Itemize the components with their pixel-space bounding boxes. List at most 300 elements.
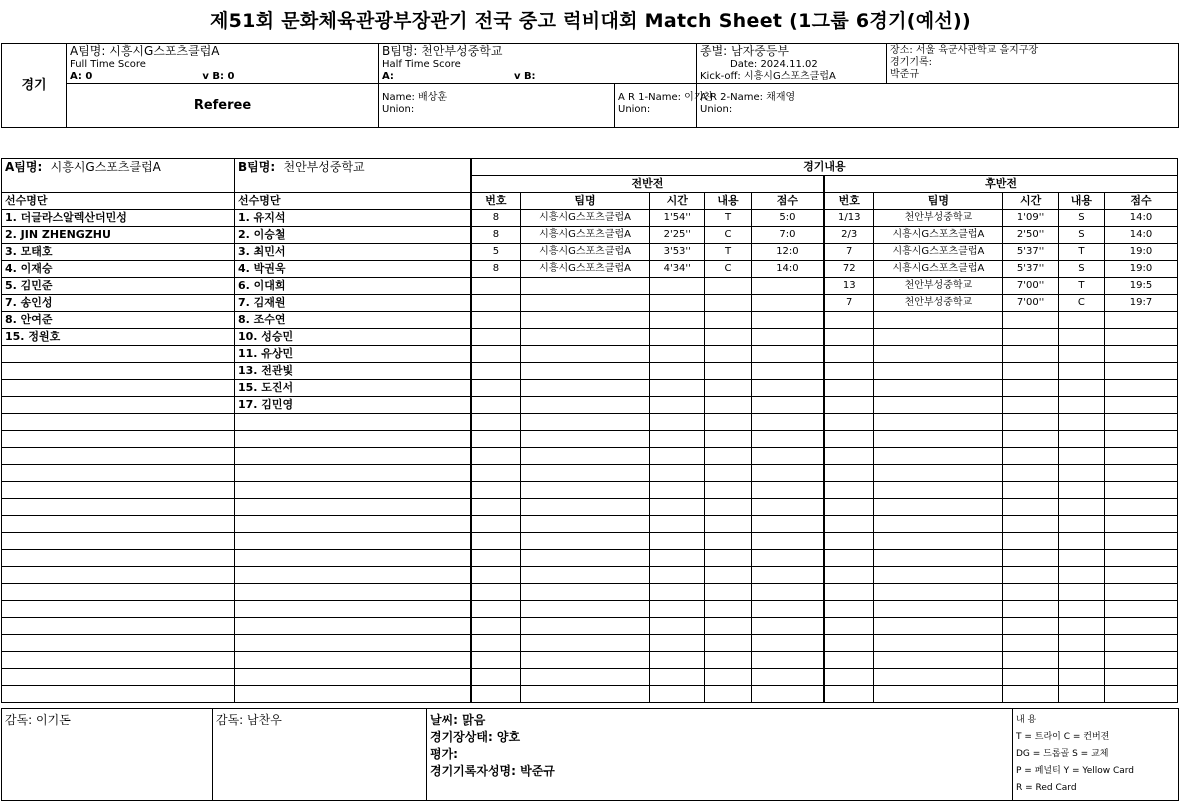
score-cell xyxy=(520,516,649,533)
score-cell xyxy=(650,329,705,346)
player-b xyxy=(234,465,470,482)
team-a-cell: A팀명: 시흥시G스포츠클럽A Full Time Score A: 0 v B: 0 xyxy=(67,44,379,84)
player-b xyxy=(234,482,470,499)
score-cell: 14:0 xyxy=(751,261,824,278)
table-row xyxy=(2,618,1178,635)
score-cell xyxy=(650,397,705,414)
score-cell xyxy=(705,397,751,414)
score-cell: 시흥시G스포츠클럽A xyxy=(874,227,1003,244)
score-cell xyxy=(650,635,705,652)
score-cell xyxy=(824,567,874,584)
score-cell: 7 xyxy=(824,244,874,261)
score-cell xyxy=(471,652,521,669)
score-cell xyxy=(751,550,824,567)
player-b xyxy=(234,448,470,465)
player-a: 8. 안여준 xyxy=(2,312,235,329)
table-row xyxy=(2,244,1178,261)
score-cell xyxy=(705,601,751,618)
player-b: 3. 최민서 xyxy=(234,244,470,261)
score-cell xyxy=(650,431,705,448)
score-cell: 5 xyxy=(471,244,521,261)
score-cell xyxy=(874,482,1003,499)
score-cell: 1'09'' xyxy=(1003,210,1058,227)
score-cell xyxy=(751,601,824,618)
column-header: 내용 xyxy=(1058,193,1104,210)
score-cell xyxy=(705,312,751,329)
score-cell xyxy=(1105,686,1178,703)
player-a xyxy=(2,601,235,618)
player-a xyxy=(2,380,235,397)
score-cell xyxy=(705,448,751,465)
score-cell xyxy=(1105,652,1178,669)
table-row xyxy=(2,346,1178,363)
score-cell xyxy=(1003,482,1058,499)
score-cell xyxy=(650,652,705,669)
score-cell: 3'53'' xyxy=(650,244,705,261)
score-cell xyxy=(705,584,751,601)
score-cell xyxy=(471,329,521,346)
score-cell xyxy=(520,482,649,499)
score-cell xyxy=(520,584,649,601)
score-cell xyxy=(650,669,705,686)
score-cell xyxy=(1003,312,1058,329)
match-header-table xyxy=(1,43,1179,128)
score-cell: 천안부성중학교 xyxy=(874,210,1003,227)
score-cell xyxy=(1105,584,1178,601)
team-b-name: B팀명: 천안부성중학교 xyxy=(234,159,470,193)
player-a xyxy=(2,669,235,686)
player-a xyxy=(2,363,235,380)
score-cell xyxy=(874,499,1003,516)
score-cell xyxy=(874,346,1003,363)
score-cell xyxy=(1003,652,1058,669)
player-b xyxy=(234,618,470,635)
score-cell xyxy=(874,618,1003,635)
score-cell xyxy=(1003,669,1058,686)
score-cell xyxy=(1105,448,1178,465)
score-cell xyxy=(705,533,751,550)
score-cell: 14:0 xyxy=(1105,227,1178,244)
score-cell: 19:7 xyxy=(1105,295,1178,312)
score-cell xyxy=(650,414,705,431)
table-row xyxy=(2,550,1178,567)
score-cell xyxy=(650,346,705,363)
score-cell: 시흥시G스포츠클럽A xyxy=(520,261,649,278)
player-a xyxy=(2,346,235,363)
score-cell: 13 xyxy=(824,278,874,295)
score-cell xyxy=(1058,414,1104,431)
player-a: 15. 정원호 xyxy=(2,329,235,346)
score-cell xyxy=(874,584,1003,601)
match-content-table xyxy=(1,158,1178,703)
score-cell xyxy=(520,635,649,652)
score-cell xyxy=(520,397,649,414)
score-cell xyxy=(471,516,521,533)
team-b-cell: B팀명: 천안부성중학교 Half Time Score A: v B: xyxy=(379,44,697,84)
score-cell xyxy=(751,448,824,465)
table-row xyxy=(2,584,1178,601)
score-cell: C xyxy=(705,227,751,244)
score-cell xyxy=(1058,584,1104,601)
player-a xyxy=(2,584,235,601)
table-row xyxy=(2,448,1178,465)
score-cell xyxy=(874,533,1003,550)
player-b xyxy=(234,550,470,567)
score-cell xyxy=(1058,567,1104,584)
score-cell xyxy=(471,278,521,295)
score-cell xyxy=(874,431,1003,448)
score-cell xyxy=(874,652,1003,669)
score-cell xyxy=(520,567,649,584)
score-cell xyxy=(1058,448,1104,465)
score-cell xyxy=(705,635,751,652)
score-cell xyxy=(874,448,1003,465)
score-cell xyxy=(1058,346,1104,363)
score-cell xyxy=(471,431,521,448)
score-cell xyxy=(520,448,649,465)
score-cell xyxy=(520,431,649,448)
table-row xyxy=(2,414,1178,431)
score-cell xyxy=(1105,516,1178,533)
score-cell xyxy=(874,312,1003,329)
score-cell xyxy=(471,567,521,584)
score-cell xyxy=(751,533,824,550)
score-cell: 19:0 xyxy=(1105,261,1178,278)
player-b: 17. 김민영 xyxy=(234,397,470,414)
score-cell xyxy=(874,397,1003,414)
table-row xyxy=(2,363,1178,380)
score-cell xyxy=(705,618,751,635)
score-cell xyxy=(1058,669,1104,686)
score-cell xyxy=(650,533,705,550)
score-cell xyxy=(650,601,705,618)
score-cell xyxy=(751,516,824,533)
player-b: 2. 이승철 xyxy=(234,227,470,244)
column-header: 시간 xyxy=(650,193,705,210)
score-cell xyxy=(874,669,1003,686)
score-cell xyxy=(751,363,824,380)
score-cell xyxy=(471,618,521,635)
score-cell xyxy=(650,295,705,312)
score-cell xyxy=(705,278,751,295)
player-a xyxy=(2,652,235,669)
score-cell: 5'37'' xyxy=(1003,261,1058,278)
score-cell xyxy=(471,635,521,652)
table-row xyxy=(2,567,1178,584)
score-cell xyxy=(1058,363,1104,380)
score-cell: 8 xyxy=(471,227,521,244)
legend: 내 용 T = 트라이 C = 컨버젼 DG = 드롭골 S = 교체 P = 페널티 Y = Yellow Card R = Red Card xyxy=(1013,709,1179,801)
score-cell xyxy=(874,516,1003,533)
score-cell xyxy=(1003,601,1058,618)
score-cell xyxy=(824,346,874,363)
coach-b: 감독: 남찬우 xyxy=(213,709,427,801)
player-b: 10. 성승민 xyxy=(234,329,470,346)
player-b xyxy=(234,652,470,669)
referee-cell: Name: 배상훈 Union: xyxy=(379,84,615,128)
score-cell xyxy=(471,346,521,363)
table-row xyxy=(2,601,1178,618)
score-cell xyxy=(705,550,751,567)
player-b xyxy=(234,635,470,652)
player-b xyxy=(234,414,470,431)
column-header: 점수 xyxy=(751,193,824,210)
score-cell xyxy=(1003,533,1058,550)
table-row xyxy=(2,431,1178,448)
score-cell xyxy=(1105,329,1178,346)
player-a xyxy=(2,414,235,431)
table-row xyxy=(2,397,1178,414)
column-header: 팀명 xyxy=(520,193,649,210)
score-cell: 7 xyxy=(824,295,874,312)
player-b: 6. 이대희 xyxy=(234,278,470,295)
score-cell xyxy=(520,465,649,482)
table-row xyxy=(2,261,1178,278)
score-cell xyxy=(824,669,874,686)
player-b: 13. 전관빛 xyxy=(234,363,470,380)
score-cell: 2/3 xyxy=(824,227,874,244)
score-cell xyxy=(1105,414,1178,431)
score-cell xyxy=(520,601,649,618)
score-cell xyxy=(1105,482,1178,499)
score-cell xyxy=(751,482,824,499)
score-cell xyxy=(751,431,824,448)
score-cell xyxy=(824,414,874,431)
player-b xyxy=(234,567,470,584)
score-cell: 1'54'' xyxy=(650,210,705,227)
score-cell xyxy=(751,652,824,669)
score-cell: 7'00'' xyxy=(1003,278,1058,295)
score-cell: 7:0 xyxy=(751,227,824,244)
score-cell xyxy=(1003,346,1058,363)
score-cell xyxy=(751,312,824,329)
score-cell xyxy=(520,414,649,431)
player-a xyxy=(2,448,235,465)
score-cell xyxy=(1058,550,1104,567)
score-cell xyxy=(751,380,824,397)
column-header: 번호 xyxy=(824,193,874,210)
player-a xyxy=(2,618,235,635)
column-header: 시간 xyxy=(1003,193,1058,210)
score-cell: T xyxy=(705,210,751,227)
score-cell xyxy=(471,448,521,465)
player-a xyxy=(2,499,235,516)
player-a: 3. 모태호 xyxy=(2,244,235,261)
score-cell xyxy=(1058,533,1104,550)
score-cell xyxy=(471,414,521,431)
score-cell xyxy=(1003,329,1058,346)
score-cell: 5:0 xyxy=(751,210,824,227)
score-cell xyxy=(751,465,824,482)
player-a: 4. 이재승 xyxy=(2,261,235,278)
table-row xyxy=(2,482,1178,499)
player-b xyxy=(234,584,470,601)
column-header: 팀명 xyxy=(874,193,1003,210)
score-cell xyxy=(824,397,874,414)
score-cell xyxy=(650,363,705,380)
score-cell xyxy=(1058,618,1104,635)
table-row xyxy=(2,312,1178,329)
score-cell xyxy=(874,635,1003,652)
score-cell: S xyxy=(1058,261,1104,278)
player-a xyxy=(2,465,235,482)
score-cell xyxy=(1058,329,1104,346)
player-a xyxy=(2,686,235,703)
venue-cell: 장소: 서울 육군사관학교 을지구장 경기기록: 박준규 xyxy=(887,44,1179,84)
score-cell xyxy=(471,686,521,703)
table-row xyxy=(2,516,1178,533)
score-cell xyxy=(1003,584,1058,601)
score-cell: 천안부성중학교 xyxy=(874,295,1003,312)
score-cell xyxy=(824,431,874,448)
score-cell xyxy=(520,533,649,550)
score-cell xyxy=(824,380,874,397)
score-cell xyxy=(705,499,751,516)
score-cell: 19:5 xyxy=(1105,278,1178,295)
score-cell xyxy=(1003,414,1058,431)
score-cell xyxy=(705,346,751,363)
category-cell: 종별: 남자중등부 Date: 2024.11.02 Kick-off: 시흥시G스포츠클럽A xyxy=(697,44,887,84)
table-row xyxy=(2,669,1178,686)
score-cell xyxy=(650,567,705,584)
game-label: 경기 xyxy=(2,44,67,128)
table-row xyxy=(2,652,1178,669)
score-cell xyxy=(1105,533,1178,550)
score-cell xyxy=(471,550,521,567)
score-cell xyxy=(471,380,521,397)
player-b: 11. 유상민 xyxy=(234,346,470,363)
score-cell xyxy=(705,652,751,669)
score-cell xyxy=(751,397,824,414)
player-b: 8. 조수연 xyxy=(234,312,470,329)
score-cell xyxy=(1058,635,1104,652)
score-cell xyxy=(1003,448,1058,465)
score-cell xyxy=(1003,363,1058,380)
table-row xyxy=(2,499,1178,516)
score-cell xyxy=(824,516,874,533)
score-cell xyxy=(650,584,705,601)
table-row xyxy=(2,278,1178,295)
score-cell xyxy=(650,499,705,516)
score-cell: 7'00'' xyxy=(1003,295,1058,312)
player-b: 7. 김재원 xyxy=(234,295,470,312)
score-cell xyxy=(874,465,1003,482)
score-cell xyxy=(1105,363,1178,380)
score-cell xyxy=(1058,465,1104,482)
score-cell xyxy=(705,431,751,448)
player-b xyxy=(234,516,470,533)
score-cell xyxy=(751,584,824,601)
score-cell xyxy=(874,567,1003,584)
table-row xyxy=(2,210,1178,227)
score-cell xyxy=(520,346,649,363)
score-cell xyxy=(650,686,705,703)
score-cell xyxy=(520,380,649,397)
score-cell xyxy=(471,584,521,601)
score-cell xyxy=(824,312,874,329)
score-cell xyxy=(824,533,874,550)
player-a: 7. 송인성 xyxy=(2,295,235,312)
score-cell xyxy=(471,397,521,414)
score-cell xyxy=(824,499,874,516)
score-cell: 천안부성중학교 xyxy=(874,278,1003,295)
score-cell xyxy=(520,652,649,669)
table-row xyxy=(2,380,1178,397)
player-b xyxy=(234,686,470,703)
page-title: 제51회 문화체육관광부장관기 전국 중고 럭비대회 Match Sheet (1그룹 6경기(예선)) xyxy=(209,10,971,32)
score-cell: 2'50'' xyxy=(1003,227,1058,244)
score-cell xyxy=(650,550,705,567)
score-cell: 8 xyxy=(471,210,521,227)
game-notes: 날씨: 맑음 경기장상태: 양호 평가: 경기기록자성명: 박준규 xyxy=(427,709,1013,801)
score-cell: T xyxy=(1058,244,1104,261)
score-cell: 시흥시G스포츠클럽A xyxy=(520,227,649,244)
column-header: 내용 xyxy=(705,193,751,210)
player-b: 15. 도진서 xyxy=(234,380,470,397)
score-cell xyxy=(1058,397,1104,414)
player-a xyxy=(2,431,235,448)
score-cell: 72 xyxy=(824,261,874,278)
score-cell xyxy=(520,363,649,380)
player-a xyxy=(2,635,235,652)
score-cell xyxy=(751,669,824,686)
coach-a: 감독: 이기돈 xyxy=(2,709,213,801)
score-cell: 시흥시G스포츠클럽A xyxy=(520,210,649,227)
score-cell xyxy=(824,465,874,482)
score-cell xyxy=(824,482,874,499)
score-cell xyxy=(1105,465,1178,482)
score-cell xyxy=(650,516,705,533)
score-cell: T xyxy=(705,244,751,261)
score-cell xyxy=(1105,397,1178,414)
score-cell xyxy=(1105,312,1178,329)
score-cell xyxy=(1105,618,1178,635)
referee-label: Referee xyxy=(67,84,379,128)
table-row xyxy=(2,329,1178,346)
score-cell xyxy=(1105,635,1178,652)
score-cell xyxy=(1003,567,1058,584)
score-cell xyxy=(1058,431,1104,448)
score-cell: 1/13 xyxy=(824,210,874,227)
player-b xyxy=(234,499,470,516)
score-cell xyxy=(824,550,874,567)
score-cell xyxy=(824,448,874,465)
player-a: 2. JIN ZHENGZHU xyxy=(2,227,235,244)
player-a xyxy=(2,567,235,584)
score-cell xyxy=(520,499,649,516)
score-cell xyxy=(1105,669,1178,686)
score-cell: 19:0 xyxy=(1105,244,1178,261)
score-cell xyxy=(1003,499,1058,516)
score-cell xyxy=(751,499,824,516)
table-row xyxy=(2,465,1178,482)
ar2-cell: A R 2-Name: 채재영 Union: xyxy=(697,84,1179,128)
score-cell xyxy=(1058,380,1104,397)
a-list-label: 선수명단 xyxy=(2,193,235,210)
footer-table xyxy=(1,708,1179,801)
score-cell xyxy=(1058,499,1104,516)
score-cell xyxy=(1058,601,1104,618)
score-cell xyxy=(520,295,649,312)
player-b xyxy=(234,601,470,618)
score-cell xyxy=(1058,482,1104,499)
team-a-name: A팀명: 시흥시G스포츠클럽A xyxy=(2,159,235,193)
score-cell xyxy=(1003,431,1058,448)
score-cell xyxy=(705,380,751,397)
score-cell xyxy=(751,329,824,346)
score-cell: 시흥시G스포츠클럽A xyxy=(874,261,1003,278)
player-a xyxy=(2,482,235,499)
